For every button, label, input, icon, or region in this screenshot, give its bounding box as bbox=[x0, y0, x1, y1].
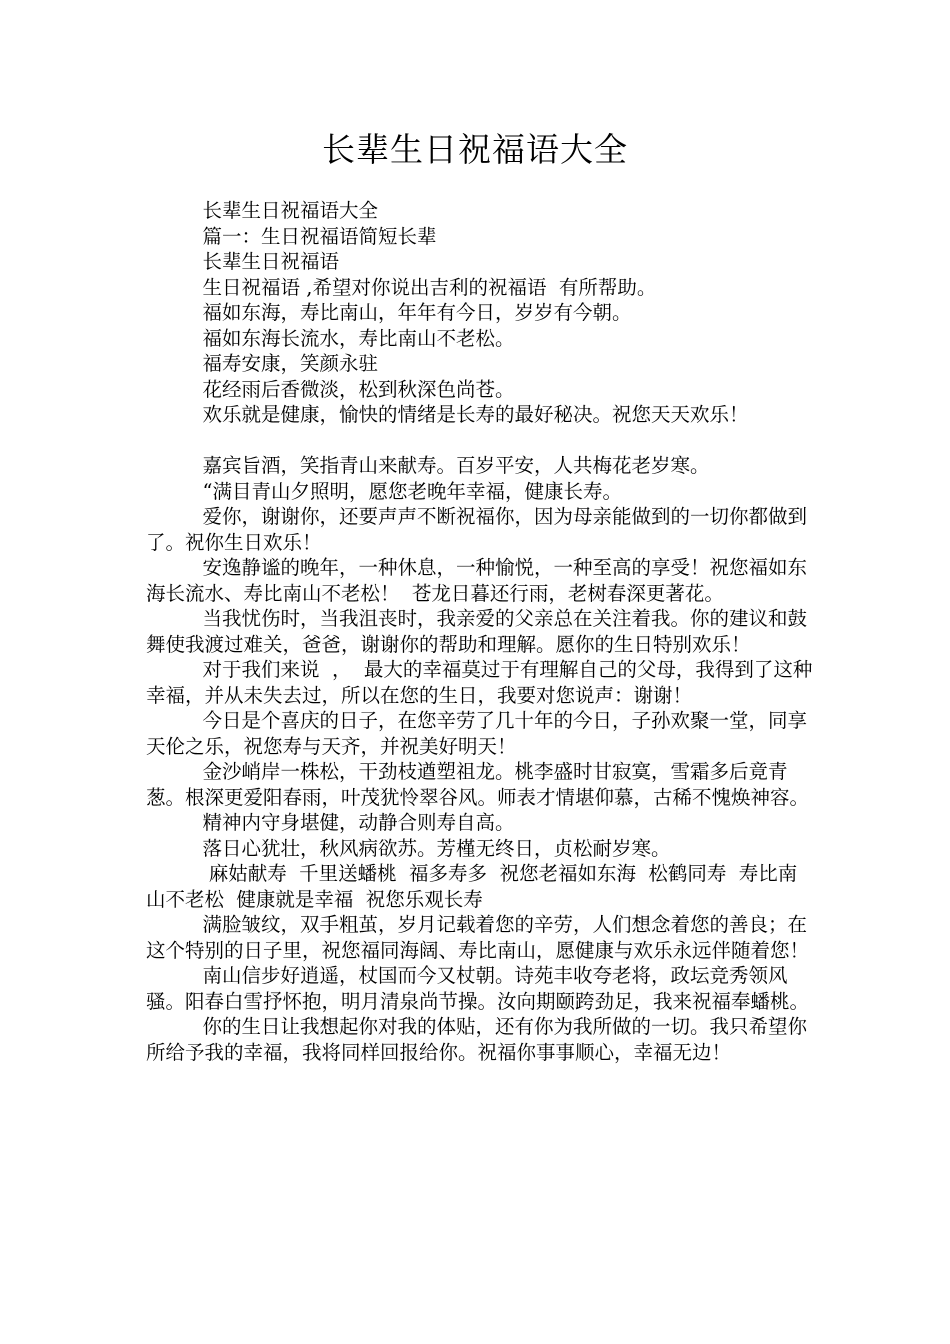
document-body bbox=[146, 198, 816, 1065]
paragraph: 当我忧伤时，当我沮丧时，我亲爱的父亲总在关注着我。你的建议和鼓舞使我渡过难关，爸爸，谢谢你的帮助和理解。愿你的生日特别欢乐！ bbox=[146, 607, 808, 656]
paragraph: 精神内守身堪健，动静合则寿自高。 bbox=[202, 811, 515, 834]
paragraph: 生日祝福语 ,希望对你说出吉利的祝福语 有所帮助。 bbox=[202, 275, 657, 299]
paragraph: 落日心犹壮，秋风病欲苏。芳槿无终日，贞松耐岁寒。 bbox=[202, 836, 671, 860]
paragraph: 满脸皱纹，双手粗茧，岁月记载着您的辛劳，人们想念着您的善良；在这个特别的日子里，祝您福同海阔、寿比南山，愿健康与欢乐永远伴随着您！ bbox=[146, 913, 810, 962]
paragraph: 长辈生日祝福语大全 bbox=[202, 199, 379, 222]
paragraph: 长辈生日祝福语 bbox=[202, 250, 340, 273]
paragraph: 欢乐就是健康，愉快的情绪是长寿的最好秘决。祝您天天欢乐！ bbox=[202, 403, 749, 426]
paragraph: 麻姑献寿 千里送蟠桃 福多寿多 祝您老福如东海 松鹤同寿 寿比南山不老松 健康就是幸福 祝您乐观长寿 bbox=[146, 862, 798, 911]
paragraph: 南山信步好逍遥，杖国而今又杖朝。诗苑丰收夸老将，政坛竞秀领风骚。阳春白雪抒怀抱，明月清泉尚节操。汝向期颐跨劲足，我来祝福奉蟠桃。 bbox=[146, 964, 810, 1013]
paragraph: 福如东海长流水，寿比南山不老松。 bbox=[202, 326, 515, 350]
paragraph: 金沙峭岸一株松，干劲枝遒塑祖龙。桃李盛时甘寂寞，雪霜多后竟青葱。根深更爱阳春雨，叶茂犹怜翠谷风。师表才情堪仰慕，古稀不愧焕神容。 bbox=[146, 760, 810, 809]
paragraph: “满目青山夕照明，愿您老晚年幸福，健康长寿。 bbox=[202, 479, 623, 503]
paragraph: 福如东海，寿比南山，年年有今日，岁岁有今朝。 bbox=[202, 301, 632, 324]
paragraph: 对于我们来说 ， 最大的幸福莫过于有理解自己的父母，我得到了这种幸福，并从未失去过，所以在您的生日，我要对您说声：谢谢！ bbox=[146, 658, 813, 707]
paragraph: 花经雨后香微淡，松到秋深色尚苍。 bbox=[202, 377, 515, 401]
paragraph: 嘉宾旨酒，笑指青山来献寿。百岁平安，人共梅花老岁寒。 bbox=[202, 454, 710, 477]
paragraph: 爱你，谢谢你，还要声声不断祝福你，因为母亲能做到的一切你都做到了。祝你生日欢乐！ bbox=[146, 505, 808, 554]
paragraph: 今日是个喜庆的日子，在您辛劳了几十年的今日，子孙欢聚一堂，同享天伦之乐，祝您寿与天齐，并祝美好明天！ bbox=[146, 709, 808, 758]
paragraph: 你的生日让我想起你对我的体贴，还有你为我所做的一切。我只希望你所给予我的幸福，我将同样回报给你。祝福你事事顺心，幸福无边！ bbox=[146, 1015, 808, 1064]
paragraph: 福寿安康，笑颜永驻 bbox=[202, 352, 379, 375]
blank-line bbox=[146, 428, 816, 454]
paragraph: 安逸静谧的晚年，一种休息，一种愉悦，一种至高的享受！祝您福如东海长流水、寿比南山不老松！ 苍龙日暮还行雨，老树春深更著花。 bbox=[146, 556, 808, 605]
paragraph: 篇一：生日祝福语简短长辈 bbox=[202, 224, 437, 248]
document-title: 长辈生日祝福语大全 bbox=[322, 130, 628, 169]
